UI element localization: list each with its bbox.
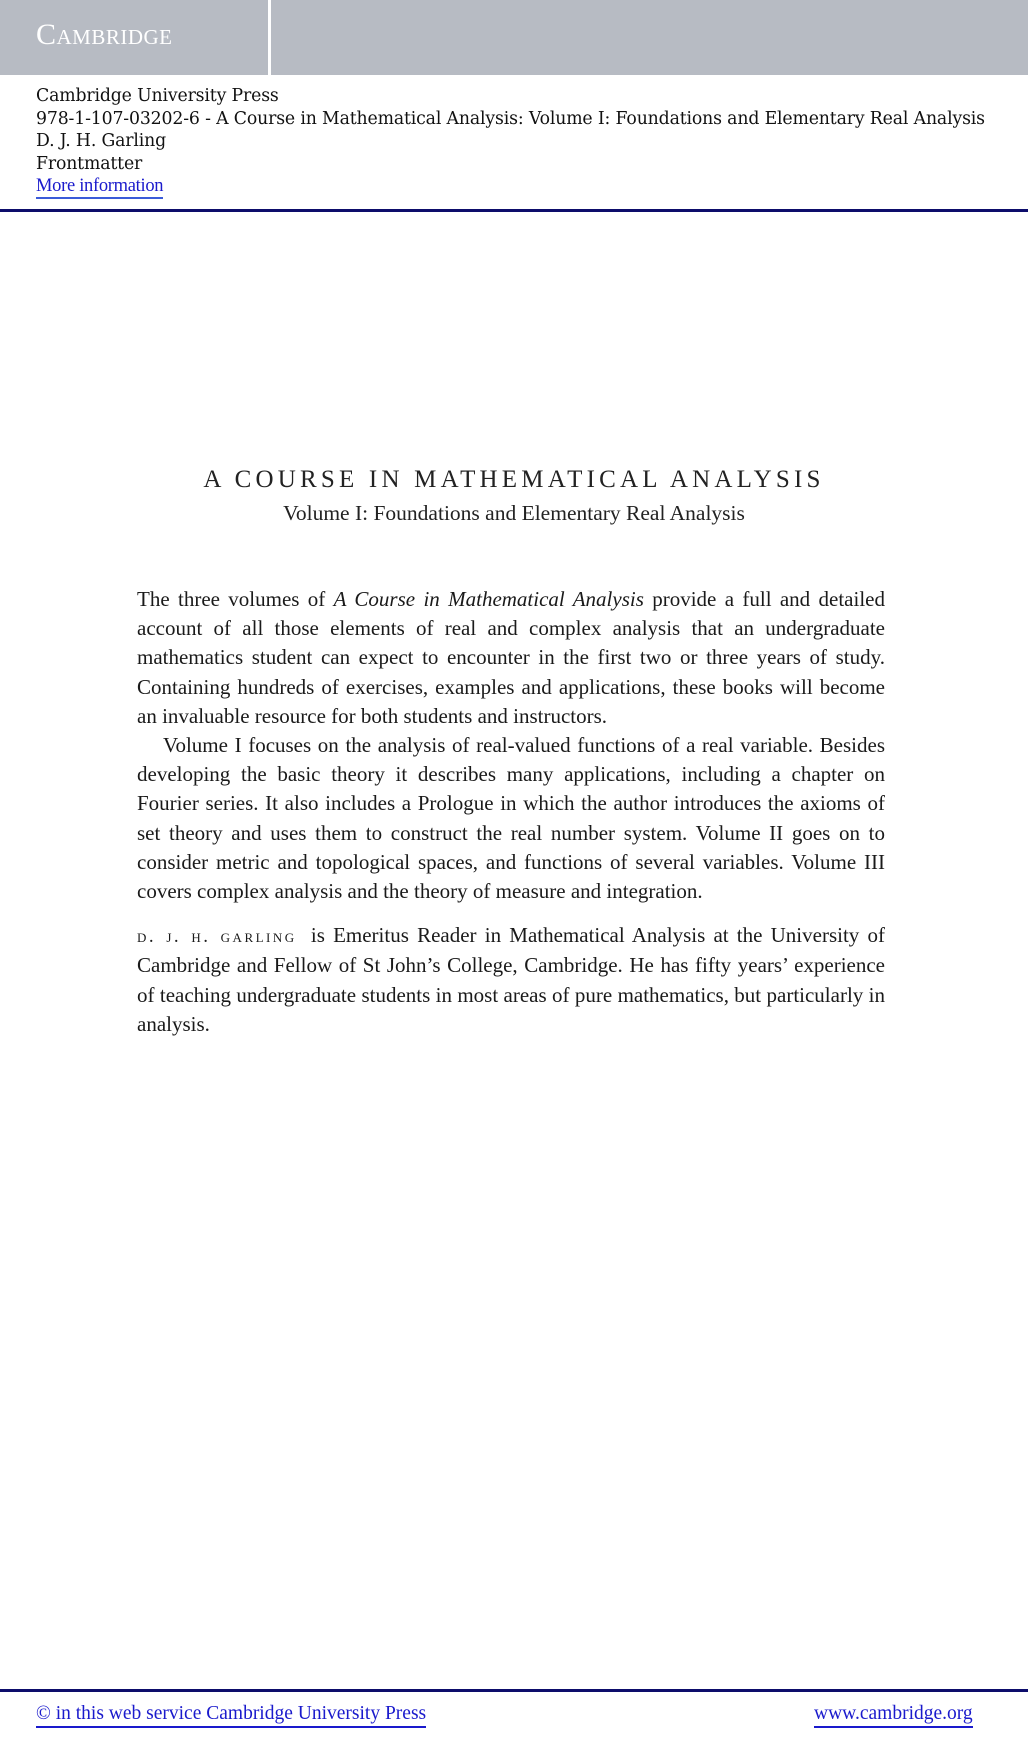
paragraph-text: provide a full and detailed account of all those elements of real and complex analysis that an undergraduate mathematics student can expect to encounter in the first two or three years of study. Containing hundreds of exercises, examples and applications, these books will become an invaluable resource for both students and instructors. bbox=[137, 587, 885, 728]
author-bio bbox=[137, 921, 885, 1039]
book-subtitle: Volume I: Foundations and Elementary Real Analysis bbox=[283, 501, 745, 525]
book-metadata bbox=[36, 85, 985, 198]
book-description bbox=[137, 585, 885, 1039]
cambridge-logo: Cambridge bbox=[36, 18, 173, 51]
author-name: D. J. H. Garling bbox=[36, 131, 167, 151]
description-paragraph-2: Volume I focuses on the analysis of real-valued functions of a real variable. Besides developing the basic theory it describes many applications, including a chapter on Fourier series. It also includes a Prologue in which the author introduces the axioms of set theory and uses them to construct the real number system. Volume II goes on to consider metric and topological spaces, and functions of several variables. Volume III covers complex analysis and the theory of measure and integration. bbox=[137, 733, 885, 904]
bio-text: is Emeritus Reader in Mathematical Analysis at the University of Cambridge and Fellow of St John’s College, Cambridge. He has fifty years’ experience of teaching undergraduate students in most areas of pure mathematics, but particularly in analysis. bbox=[137, 923, 885, 1036]
header-divider bbox=[0, 209, 1028, 212]
book-title: A COURSE IN MATHEMATICAL ANALYSIS bbox=[203, 466, 825, 493]
author-name-smallcaps: d. j. h. garling bbox=[137, 926, 297, 948]
more-information-link[interactable]: More information bbox=[36, 176, 163, 199]
paragraph-text: The three volumes of bbox=[137, 587, 334, 611]
series-title-italic: A Course in Mathematical Analysis bbox=[333, 587, 644, 611]
banner-divider bbox=[268, 0, 271, 75]
isbn-title: 978-1-107-03202-6 - A Course in Mathematical Analysis: Volume I: Foundations and Elementary Real Analysis bbox=[36, 108, 985, 129]
section-name: Frontmatter bbox=[36, 153, 143, 174]
description-paragraph-1 bbox=[137, 585, 885, 731]
website-link[interactable]: www.cambridge.org bbox=[814, 1703, 973, 1728]
footer-divider bbox=[0, 1689, 1028, 1692]
publisher-banner bbox=[0, 0, 1028, 75]
copyright-link[interactable]: © in this web service Cambridge University Press bbox=[36, 1703, 426, 1728]
publisher-name: Cambridge University Press bbox=[36, 86, 279, 106]
